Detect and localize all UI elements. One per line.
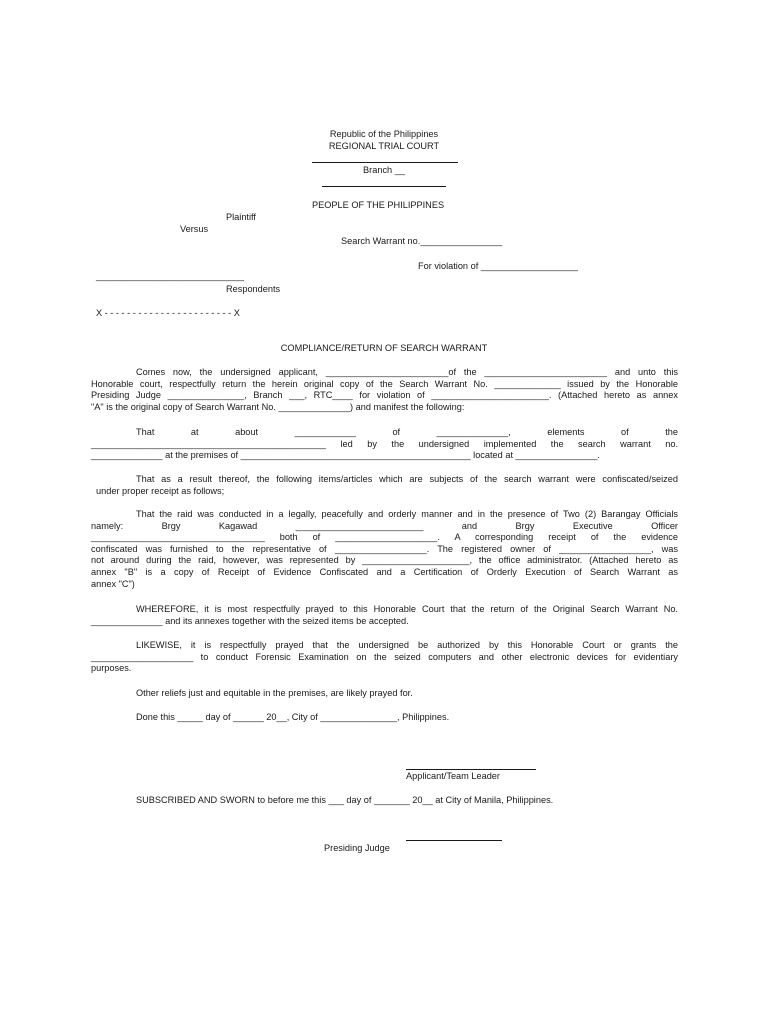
people-caption: PEOPLE OF THE PHILIPPINES <box>312 200 445 210</box>
document-title: COMPLIANCE/RETURN OF SEARCH WARRANT <box>280 343 488 353</box>
search-warrant-number: Search Warrant no.________________ <box>341 236 503 246</box>
paragraph-line: That the raid was conducted in a legally, peacefully and orderly manner and in the presence of Two (2) Barangay Officials <box>136 509 678 519</box>
judge-signature-label: Presiding Judge <box>324 843 390 853</box>
paragraph-line: not around during the raid, however, was represented by _____________________, the office administrator. (Attached hereto as <box>91 555 678 566</box>
paragraph-wherefore <box>91 604 678 627</box>
paragraph-line: LIKEWISE, it is respectfully prayed that the undersigned be authorized by this Honorable Court or grants the <box>136 640 678 650</box>
paragraph-line: purposes. <box>91 663 132 674</box>
paragraph-line: ____________________ to conduct Forensic Examination on the seized computers and other electronic devices for evidentiary <box>91 651 678 662</box>
judge-signature-line <box>406 840 502 841</box>
applicant-signature-label: Applicant/Team Leader <box>406 771 500 781</box>
paragraph-line: That at about ____________ of ______________, elements of the <box>136 427 678 437</box>
respondents-blank: _____________________________ <box>96 271 245 281</box>
paragraph-line: Comes now, the undersigned applicant, ________________________of the ________________________ and unto this <box>136 367 678 377</box>
paragraph-line: annex "B" is a copy of Receipt of Evidence Confiscated and a Certification of Orderly Execution of Search Warrant as <box>91 566 678 577</box>
republic-heading: Republic of the Philippines <box>329 129 439 139</box>
violation-caption: For violation of ___________________ <box>418 261 578 271</box>
applicant-signature-line <box>406 769 536 770</box>
plaintiff-label: Plaintiff <box>226 212 256 222</box>
paragraph-line: Honorable court, respectfully return the herein original copy of the Search Warrant No. _____________ issued by the Honorable <box>91 378 678 389</box>
paragraph-line: Presiding Judge _______________, Branch ___, RTC____ for violation of _______________________. (Attached hereto as annex <box>91 390 678 401</box>
paragraph-line: ______________ at the premises of _____________________________________________ located at ________________. <box>91 450 600 461</box>
respondents-label: Respondents <box>226 284 281 294</box>
paragraph-line: confiscated was furnished to the representative of __________________. The registered owner of __________________, was <box>91 543 678 554</box>
paragraph-items-seized <box>96 474 678 497</box>
paragraph-line: "A" is the original copy of Search Warrant No. ______________) and manifest the following: <box>91 401 465 412</box>
court-name-blank-line <box>312 162 458 163</box>
branch-location-blank-line <box>322 186 446 187</box>
versus-label: Versus <box>180 224 209 234</box>
paragraph-line: namely: Brgy Kagawad _________________________ and Brgy Executive Officer <box>91 520 678 531</box>
paragraph-comes-now <box>91 367 678 413</box>
branch-heading: Branch __ <box>363 165 405 175</box>
paragraph-other-reliefs: Other reliefs just and equitable in the premises, are likely prayed for. <box>136 688 413 698</box>
subscribed-sworn-clause: SUBSCRIBED AND SWORN to before me this ___ day of _______ 20__ at City of Manila, Philippines. <box>136 795 554 805</box>
paragraph-line: WHEREFORE, it is most respectfully prayed to this Honorable Court that the return of the Original Search Warrant No. <box>136 604 678 614</box>
paragraph-line: ______________________________________________ led by the undersigned implemented the search warrant no. <box>91 438 678 449</box>
paragraph-line: __________________________________ both of ____________________. A corresponding receipt of the evidence <box>91 532 678 543</box>
paragraph-likewise <box>91 640 678 675</box>
case-separator: X - - - - - - - - - - - - - - - - - - - - - - - X <box>96 308 240 318</box>
paragraph-done-this: Done this _____ day of ______ 20__, City of _______________, Philippines. <box>136 712 450 722</box>
paragraph-line: ______________ and its annexes together with the seized items be accepted. <box>91 615 409 626</box>
paragraph-raid-conduct <box>91 509 678 590</box>
paragraph-raid-time <box>91 427 678 462</box>
paragraph-line: That as a result thereof, the following items/articles which are subjects of the search warrant were confiscated/seized <box>136 474 678 484</box>
paragraph-line: annex "C") <box>91 578 135 589</box>
paragraph-line: under proper receipt as follows; <box>96 485 225 496</box>
court-heading: REGIONAL TRIAL COURT <box>328 141 440 151</box>
